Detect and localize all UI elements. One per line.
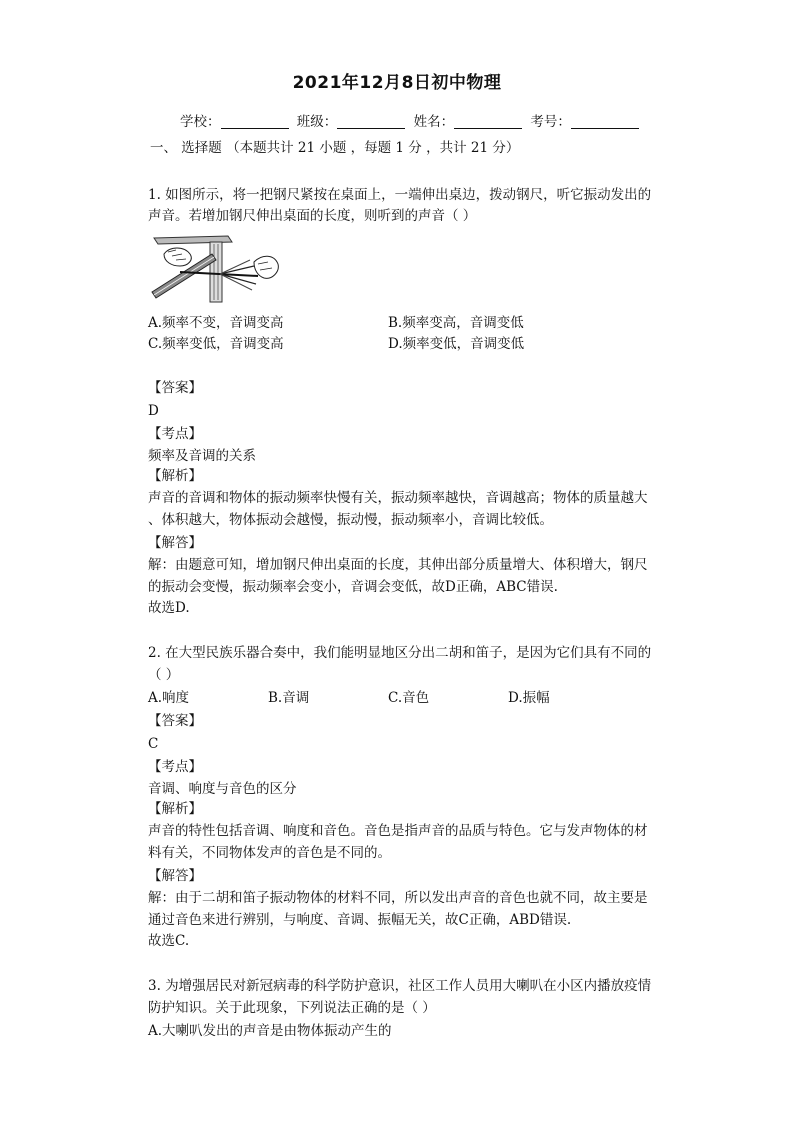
q2-analysis-line1: 声音的特性包括音调、响度和音色。音色是指声音的品质与特色。它与发声物体的材 (148, 823, 648, 839)
section-heading: 一、 选择题 （本题共计 21 小题 ，每题 1 分 ，共计 21 分） (150, 140, 520, 156)
q2-option-c[interactable]: C.音色 (388, 690, 430, 706)
q1-answer: D (148, 403, 159, 419)
q2-option-d[interactable]: D.振幅 (508, 690, 550, 706)
q1-solution-line1: 解：由题意可知，增加钢尺伸出桌面的长度，其伸出部分质量增大、体积增大，钢尺 (148, 557, 648, 573)
q1-stem-line2: 声音。若增加钢尺伸出桌面的长度，则听到的声音（ ） (148, 208, 477, 224)
q3-stem-line1: 3. 为增强居民对新冠病毒的科学防护意识，社区工作人员用大喇叭在小区内播放疫情 (148, 978, 652, 994)
q2-analysis-label: 【解析】 (148, 801, 202, 817)
q1-point: 频率及音调的关系 (148, 448, 256, 464)
class-label: 班级： (296, 114, 338, 130)
q2-option-a[interactable]: A.响度 (148, 690, 190, 706)
name-blank[interactable] (454, 114, 522, 129)
q1-solution-line3: 故选D. (148, 600, 190, 616)
q1-analysis-line2: 、体积越大，物体振动会越慢，振动慢，振动频率小，音调比较低。 (148, 512, 553, 528)
q1-analysis-label: 【解析】 (148, 468, 202, 484)
number-label: 考号： (530, 114, 571, 130)
q1-option-d[interactable]: D.频率变低，音调变低 (388, 336, 525, 352)
q1-option-c[interactable]: C.频率变低，音调变高 (148, 336, 284, 352)
q1-solution-label: 【解答】 (148, 535, 202, 551)
name-label: 姓名： (413, 114, 455, 130)
ruler-on-table-figure (150, 232, 282, 304)
q2-solution-line2: 通过音色来进行辨别，与响度、音调、振幅无关，故C正确，ABD错误. (148, 912, 572, 928)
school-label: 学校： (180, 114, 221, 130)
q2-point: 音调、响度与音色的区分 (148, 781, 297, 797)
number-blank[interactable] (571, 114, 639, 129)
q3-option-a[interactable]: A.大喇叭发出的声音是由物体振动产生的 (148, 1023, 392, 1039)
q2-option-b[interactable]: B.音调 (268, 690, 310, 706)
q2-stem-line1: 2. 在大型民族乐器合奏中，我们能明显地区分出二胡和笛子，是因为它们具有不同的 (148, 645, 652, 661)
q1-point-label: 【考点】 (148, 426, 202, 442)
q2-stem-line2: （ ） (148, 667, 180, 683)
q2-answer-label: 【答案】 (148, 713, 202, 729)
school-blank[interactable] (221, 114, 289, 129)
q1-answer-label: 【答案】 (148, 380, 202, 396)
q1-analysis-line1: 声音的音调和物体的振动频率快慢有关，振动频率越快，音调越高；物体的质量越大 (148, 490, 648, 506)
q2-solution-line1: 解：由于二胡和笛子振动物体的材料不同，所以发出声音的音色也就不同，故主要是 (148, 890, 648, 906)
q2-point-label: 【考点】 (148, 759, 202, 775)
q1-stem-line1: 1. 如图所示，将一把钢尺紧按在桌面上，一端伸出桌边，拨动钢尺，听它振动发出的 (148, 187, 652, 203)
q2-analysis-line2: 料有关，不同物体发声的音色是不同的。 (148, 845, 391, 861)
q1-option-a[interactable]: A.频率不变，音调变高 (148, 315, 284, 331)
q3-stem-line2: 防护知识。关于此现象，下列说法正确的是（ ） (148, 1000, 436, 1016)
q2-answer: C (148, 736, 159, 752)
class-blank[interactable] (337, 114, 405, 129)
q2-solution-label: 【解答】 (148, 868, 202, 884)
page-title: 2021年12月8日初中物理 (292, 73, 502, 93)
student-info-row (180, 110, 660, 130)
q2-solution-line3: 故选C. (148, 933, 190, 949)
q1-solution-line2: 的振动会变慢，振动频率会变小，音调会变低，故D正确，ABC错误. (148, 579, 558, 595)
q1-option-b[interactable]: B.频率变高，音调变低 (388, 315, 524, 331)
